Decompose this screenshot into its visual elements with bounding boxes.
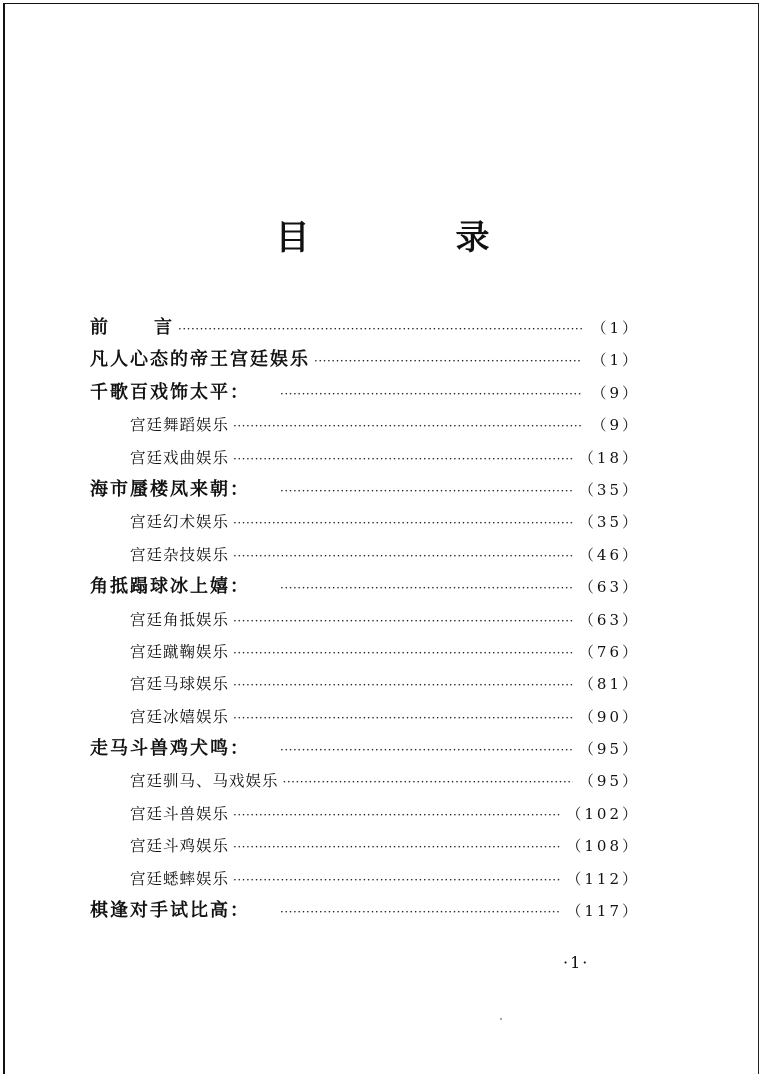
- toc-entry-title: 海市蜃楼凤来朝：: [90, 478, 250, 500]
- toc-entry-page: （90）: [578, 707, 640, 726]
- toc-entry-section[interactable]: [90, 571, 640, 603]
- toc-leader-dots: [233, 540, 573, 572]
- toc-entry-title: 宫廷角抵娱乐: [130, 610, 230, 629]
- toc-leader-dots: [233, 864, 560, 896]
- toc-leader-dots: [233, 605, 573, 637]
- toc-entry-title: 宫廷幻术娱乐: [130, 513, 230, 532]
- toc-entry-preface[interactable]: [90, 312, 640, 344]
- toc-entry-page: （108）: [566, 837, 640, 856]
- toc-entry-section[interactable]: [90, 895, 640, 927]
- toc-entry-section[interactable]: [90, 733, 640, 765]
- toc-entry-title: 宫廷杂技娱乐: [130, 545, 230, 564]
- scan-speck: [500, 1018, 502, 1020]
- toc-leader-dots: [233, 410, 582, 442]
- toc-entry-subsection[interactable]: [90, 668, 640, 700]
- toc-entry-subsection[interactable]: [90, 539, 640, 571]
- toc-entry-subsection[interactable]: [90, 863, 640, 895]
- toc-entry-subsection[interactable]: [90, 830, 640, 862]
- toc-leader-dots: [233, 507, 573, 539]
- toc-entry-title: 宫廷驯马、马戏娱乐: [130, 772, 279, 791]
- toc-entry-page: （18）: [578, 448, 640, 467]
- toc-entry-subsection[interactable]: [90, 701, 640, 733]
- toc-entry-subsection[interactable]: [90, 442, 640, 474]
- toc-entry-page: （9）: [591, 383, 640, 402]
- toc-entry-title: 棋逢对手试比高：: [90, 900, 250, 922]
- toc-entry-title: 宫廷斗鸡娱乐: [130, 837, 230, 856]
- toc-entry-title: 凡人心态的帝王宫廷娱乐: [90, 349, 310, 371]
- toc-entry-page: （9）: [591, 416, 640, 435]
- toc-entry-page: （102）: [566, 804, 640, 823]
- toc-entry-title: 宫廷蹴鞠娱乐: [130, 642, 230, 661]
- toc-leader-dots: [314, 345, 582, 377]
- toc-entry-title: 角抵蹋球冰上嬉：: [90, 576, 250, 598]
- toc-leader-dots: [280, 896, 560, 928]
- page-title: 目 录: [275, 218, 546, 258]
- toc-entry-subsection[interactable]: [90, 765, 640, 797]
- page-number: ·1·: [563, 953, 590, 972]
- toc-entry-page: （1）: [591, 351, 640, 370]
- toc-entry-page: （81）: [578, 675, 640, 694]
- toc-leader-dots: [233, 443, 573, 475]
- toc-entry-page: （63）: [578, 610, 640, 629]
- toc-leader-dots: [233, 637, 573, 669]
- toc-leader-dots: [233, 702, 573, 734]
- toc-leader-dots: [280, 475, 573, 507]
- toc-entry-page: （46）: [578, 545, 640, 564]
- toc-entry-title: 千歌百戏饰太平：: [90, 381, 250, 403]
- toc-entry-title: 前言: [90, 317, 218, 338]
- toc-entry-page: （95）: [578, 740, 640, 759]
- toc-entry-title: 宫廷斗兽娱乐: [130, 804, 230, 823]
- toc-entry-section[interactable]: [90, 344, 640, 376]
- toc-entry-section[interactable]: [90, 377, 640, 409]
- toc-entry-page: （76）: [578, 642, 640, 661]
- toc-leader-dots: [280, 572, 573, 604]
- toc-entry-subsection[interactable]: [90, 409, 640, 441]
- toc-entry-section[interactable]: [90, 474, 640, 506]
- toc-entry-subsection[interactable]: [90, 604, 640, 636]
- toc-leader-dots: [233, 669, 573, 701]
- toc-leader-dots: [283, 766, 573, 798]
- toc-leader-dots: [178, 313, 582, 345]
- toc-leader-dots: [280, 734, 573, 766]
- toc-entry-page: （35）: [578, 480, 640, 499]
- toc-entry-page: （1）: [591, 319, 640, 337]
- toc-leader-dots: [233, 799, 560, 831]
- toc-entry-page: （35）: [578, 513, 640, 532]
- toc-entry-subsection[interactable]: [90, 798, 640, 830]
- toc-entry-subsection[interactable]: [90, 636, 640, 668]
- toc-entry-page: （117）: [566, 902, 640, 921]
- toc-entry-title: 走马斗兽鸡犬鸣：: [90, 738, 250, 760]
- table-of-contents: [90, 312, 640, 927]
- toc-entry-page: （95）: [578, 772, 640, 791]
- toc-entry-subsection[interactable]: [90, 506, 640, 538]
- toc-entry-page: （112）: [566, 869, 640, 888]
- toc-leader-dots: [233, 831, 560, 863]
- toc-entry-title: 宫廷马球娱乐: [130, 675, 230, 694]
- toc-leader-dots: [280, 378, 582, 410]
- toc-entry-title: 宫廷蟋蟀娱乐: [130, 869, 230, 888]
- toc-entry-title: 宫廷冰嬉娱乐: [130, 707, 230, 726]
- toc-entry-title: 宫廷舞蹈娱乐: [130, 416, 230, 435]
- toc-entry-title: 宫廷戏曲娱乐: [130, 448, 230, 467]
- toc-entry-page: （63）: [578, 578, 640, 597]
